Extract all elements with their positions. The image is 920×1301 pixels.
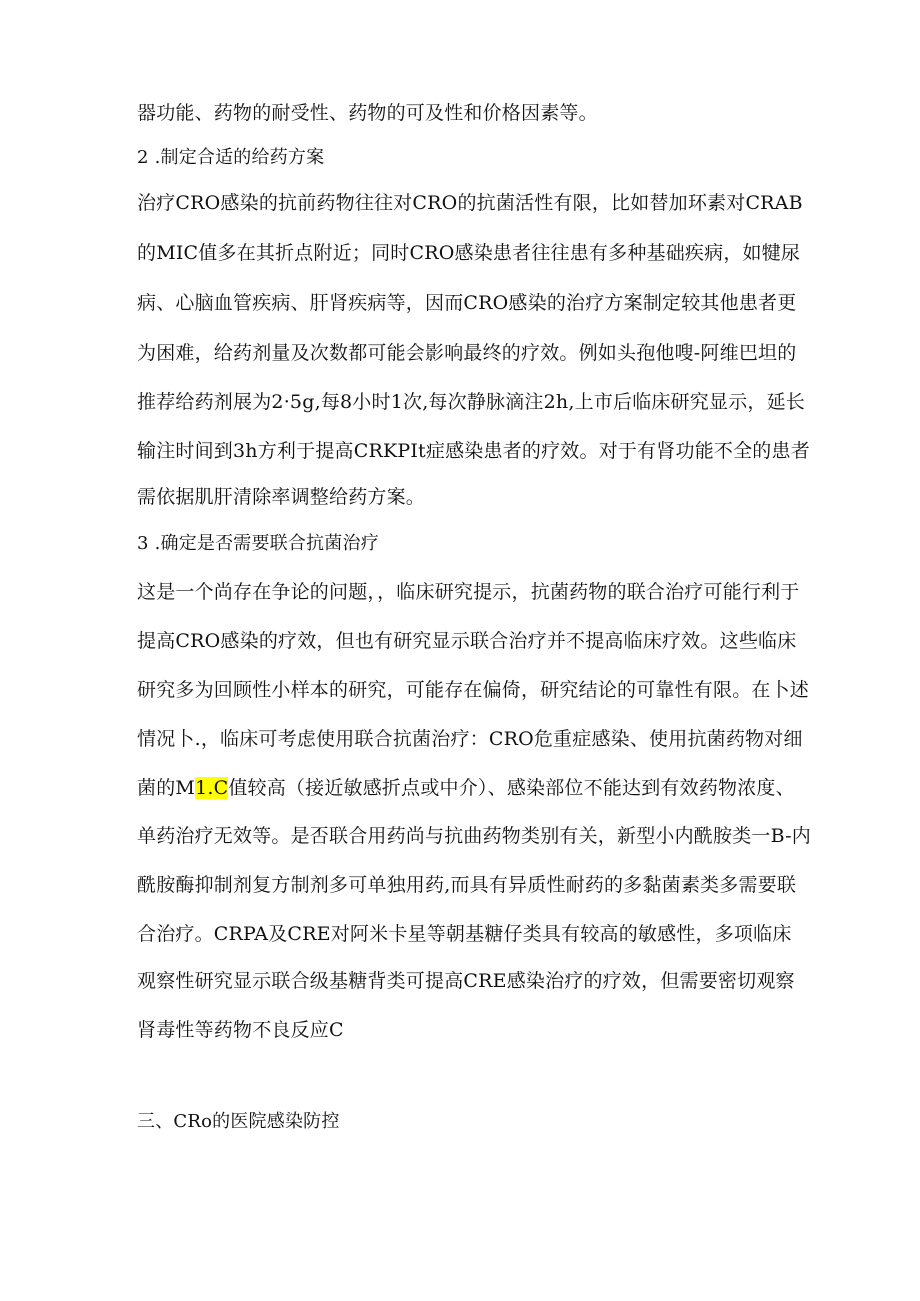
paragraph-line: 推荐给药剂展为2·5g,每8小时1次,每次静脉滴注2h,上市后临床研究显示，延长: [137, 391, 806, 413]
paragraph-line: 肾毒性等药物不良反应C: [137, 1019, 344, 1041]
paragraph-line: 观察性研究显示联合级基糖背类可提高CRE感染治疗的疗效，但需要密切观察: [137, 970, 795, 992]
paragraph-line: 提高CRO感染的疗效，但也有研究显示联合治疗并不提高临床疗效。这些临床: [137, 630, 797, 652]
paragraph-line: 的MIC值多在其折点附近；同时CRO感染患者往往患有多种基础疾病，如犍尿: [137, 242, 801, 264]
paragraph-line: 需依据肌肝清除率调整给药方案。: [137, 486, 426, 508]
paragraph-line: 单药治疗无效等。是否联合用药尚与抗曲药物类别有关，新型小内酰胺类一B-内: [137, 825, 811, 847]
paragraph-line: 治疗CRO感染的抗前药物往往对CRO的抗菌活性有限，比如替加环素对CRAB: [137, 192, 803, 214]
section-heading: 2 .制定合适的给药方案: [137, 147, 325, 168]
paragraph-line: 情况卜.，临床可考虑使用联合抗菌治疗：CRO危重症感染、使用抗菌药物对细: [137, 728, 803, 750]
paragraph-line: 这是一个尚存在争论的问题，，临床研究提示，抗菌药物的联合治疗可能行利于: [137, 581, 800, 603]
paragraph-line: 器功能、药物的耐受性、药物的可及性和价格因素等。: [137, 102, 598, 124]
paragraph-line: 病、心脑血管疾病、肝肾疾病等，因而CRO感染的治疗方案制定较其他患者更: [137, 292, 797, 314]
paragraph-line: 为困难，给药剂量及次数都可能会影响最终的疗效。例如头孢他嗖-阿维巴坦的: [137, 342, 797, 364]
highlighted-text: 1.C: [195, 777, 229, 799]
paragraph-line: 研究多为回顾性小样本的研究，可能存在偏倚，研究结论的可靠性有限。在卜述: [137, 679, 810, 701]
paragraph-line-highlighted: [137, 775, 795, 801]
paragraph-line: 合治疗。CRPA及CRE对阿米卡星等朝基糖仔类具有较高的敏感性，多项临床: [137, 923, 792, 945]
paragraph-line: 酰胺酶抑制剂复方制剂多可单独用药,而具有异质性耐药的多黏菌素类多需要联: [137, 874, 797, 896]
section-heading: 三、CRo的医院感染防控: [137, 1111, 340, 1132]
highlight-prefix: 菌的M: [137, 777, 196, 799]
highlight-suffix: 值较高（接近敏感折点或中介）、感染部位不能达到有效药物浓度、: [228, 777, 795, 799]
paragraph-line: 输注时间到3h方利于提高CRKPIt症感染患者的疗效。对于有肾功能不全的患者: [137, 440, 810, 462]
section-heading: 3 .确定是否需要联合抗菌治疗: [137, 533, 379, 554]
